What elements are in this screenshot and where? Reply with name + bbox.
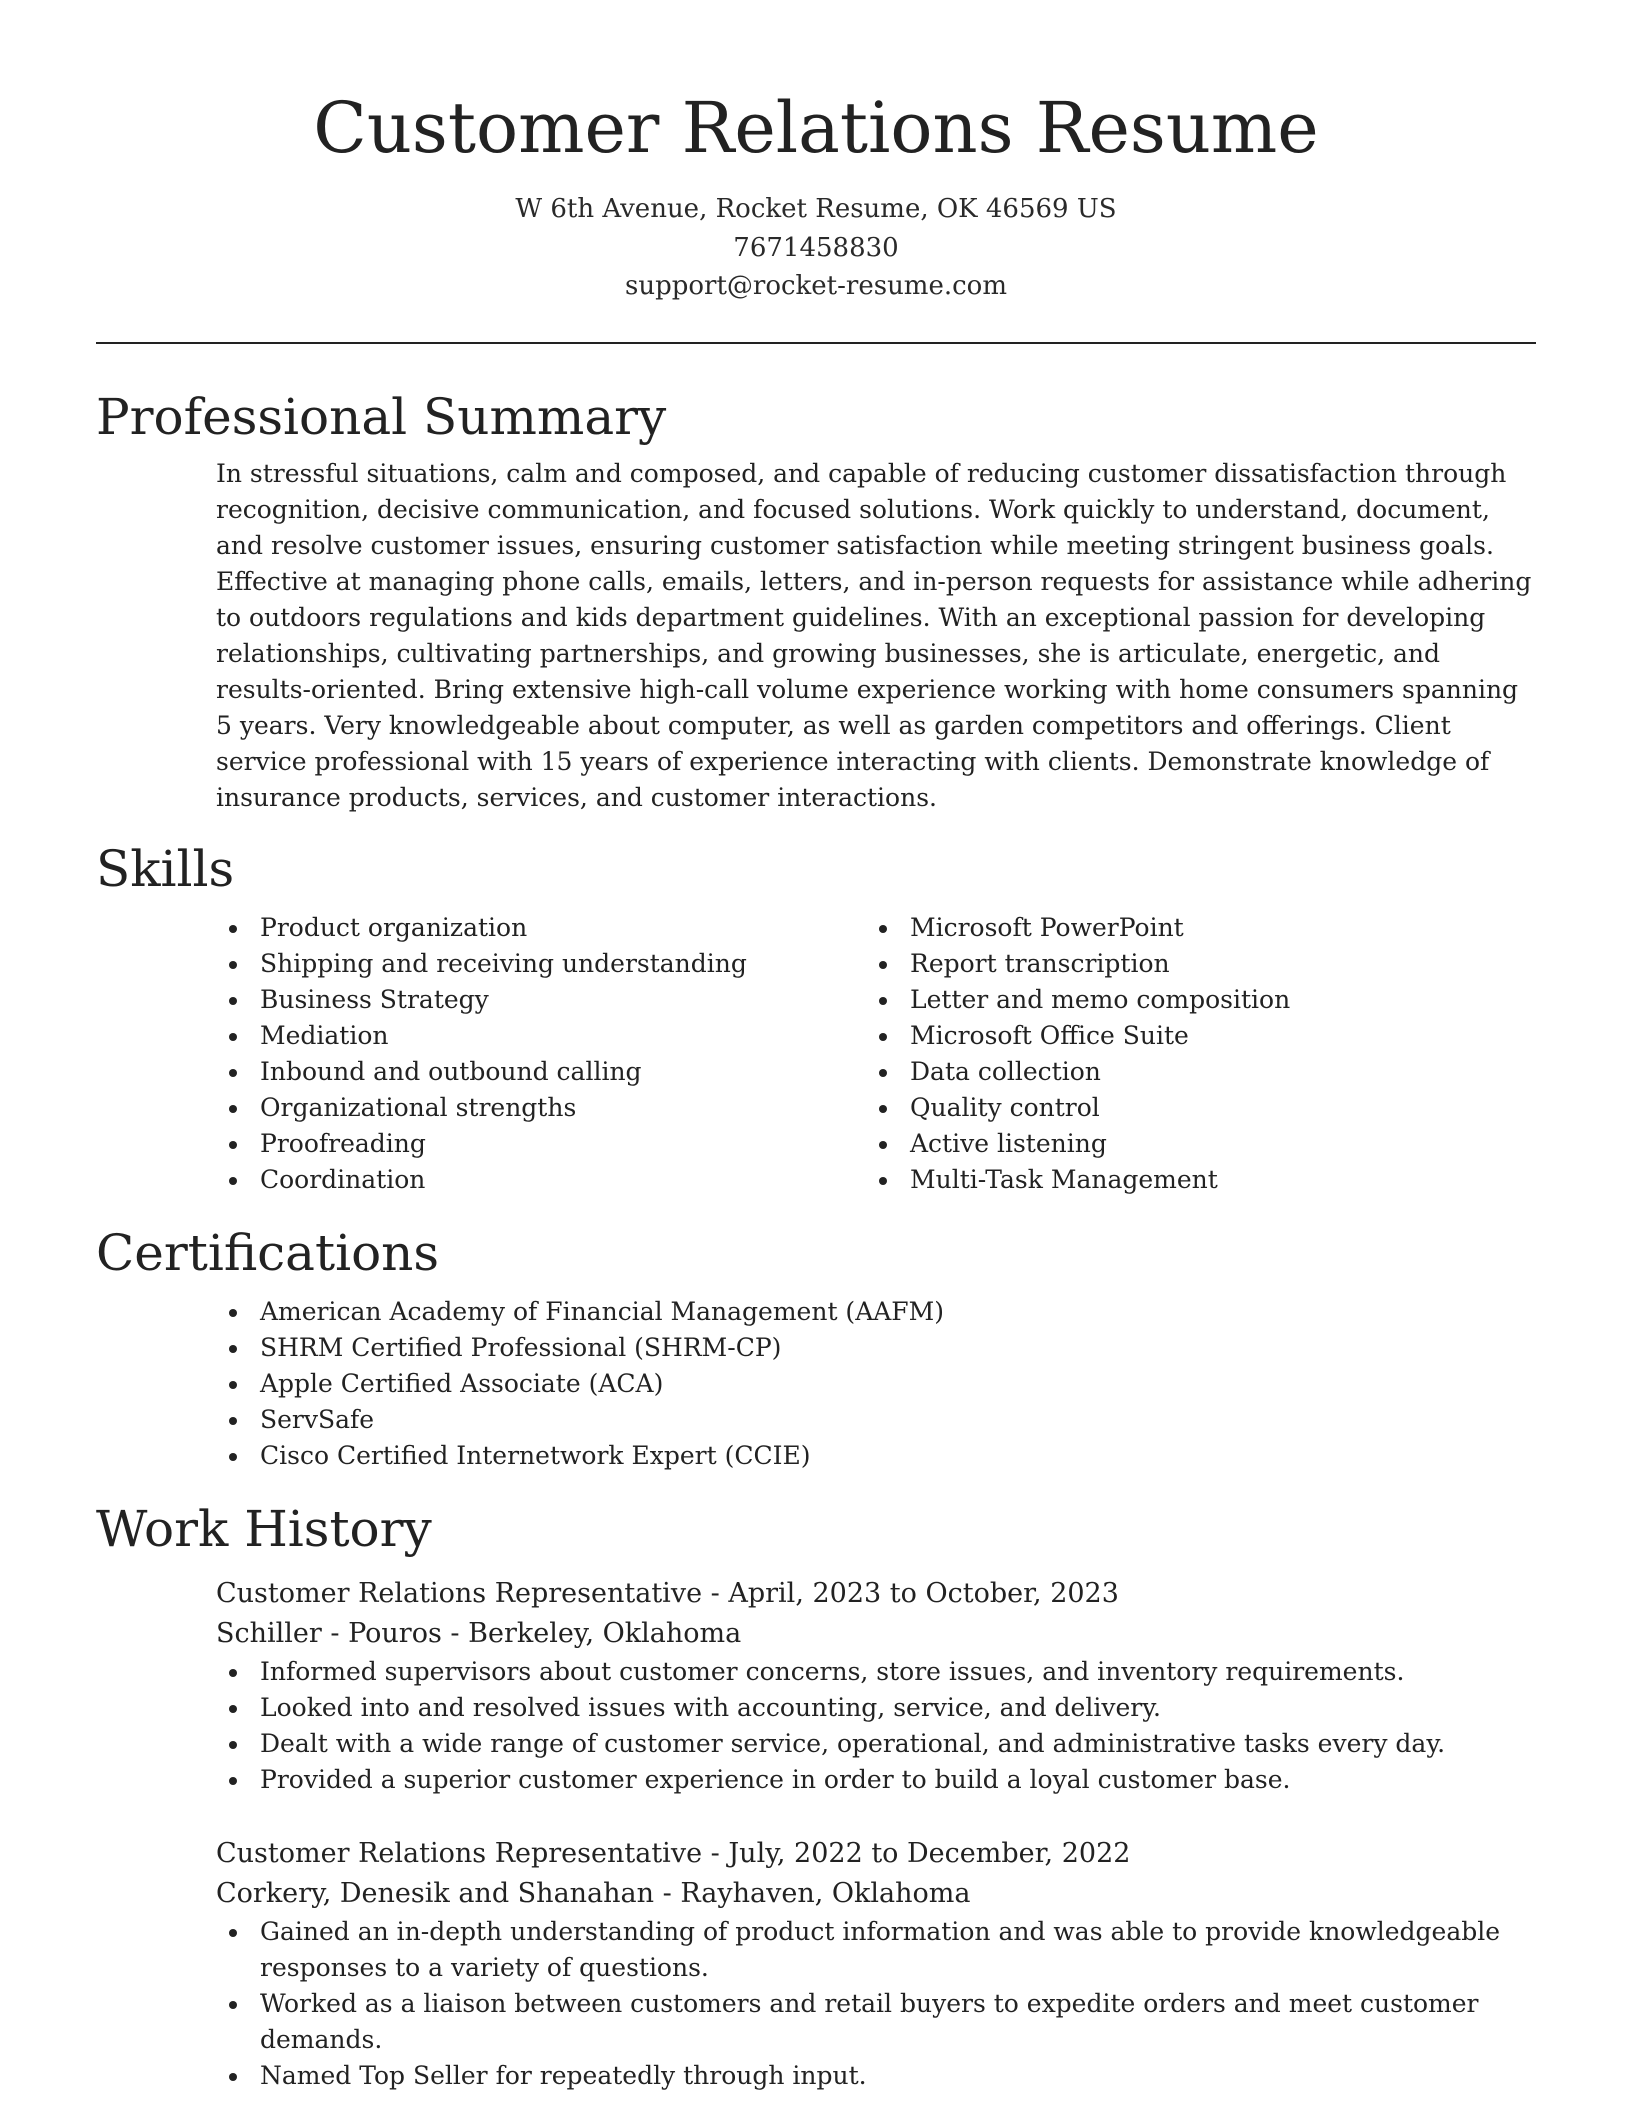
job-company: Schiller - Pouros bbox=[216, 1617, 442, 1649]
job-duty: Looked into and resolved issues with accounting, service, and delivery. bbox=[216, 1690, 1536, 1726]
certification-item: Cisco Certified Internetwork Expert (CCIE) bbox=[216, 1438, 1536, 1474]
header-divider bbox=[96, 342, 1536, 344]
summary-heading: Professional Summary bbox=[96, 387, 667, 446]
job-title: Customer Relations Representative bbox=[216, 1837, 703, 1869]
certification-item: American Academy of Financial Management (AAFM) bbox=[216, 1294, 1536, 1330]
skills-heading: Skills bbox=[96, 839, 235, 898]
skill-item: Coordination bbox=[216, 1162, 866, 1198]
skill-item: Product organization bbox=[216, 910, 866, 946]
job-duties bbox=[216, 1654, 1536, 1798]
job-title-line: Customer Relations Representative - April, 2023 to October, 2023 bbox=[216, 1577, 1119, 1609]
skills-column-right bbox=[866, 910, 1516, 1198]
job-title-line: Customer Relations Representative - July, 2022 to December, 2022 bbox=[216, 1837, 1131, 1869]
skill-item: Multi-Task Management bbox=[866, 1162, 1516, 1198]
certifications-list bbox=[96, 1294, 1536, 1474]
skill-item: Shipping and receiving understanding bbox=[216, 946, 866, 982]
job-location: Berkeley, Oklahoma bbox=[468, 1617, 742, 1649]
address: W 6th Avenue, Rocket Resume, OK 46569 US bbox=[515, 194, 1117, 224]
skill-item: Active listening bbox=[866, 1126, 1516, 1162]
job-duty: Dealt with a wide range of customer service, operational, and administrative tasks every day. bbox=[216, 1726, 1536, 1762]
skill-item: Quality control bbox=[866, 1090, 1516, 1126]
job-company: Corkery, Denesik and Shanahan bbox=[216, 1877, 655, 1909]
skill-item: Data collection bbox=[866, 1054, 1516, 1090]
work-history-heading: Work History bbox=[96, 1499, 432, 1558]
certification-item: Apple Certified Associate (ACA) bbox=[216, 1366, 1536, 1402]
skill-item: Microsoft PowerPoint bbox=[866, 910, 1516, 946]
resume-header bbox=[96, 0, 1536, 306]
certifications-heading: Certifications bbox=[96, 1223, 440, 1282]
job-entry bbox=[96, 1834, 1536, 2094]
skill-item: Proofreading bbox=[216, 1126, 866, 1162]
email: support@rocket-resume.com bbox=[624, 271, 1007, 301]
skill-item: Letter and memo composition bbox=[866, 982, 1516, 1018]
skills-list bbox=[96, 910, 1536, 1198]
resume-title: Customer Relations Resume bbox=[313, 87, 1319, 169]
skills-column-left bbox=[216, 910, 866, 1198]
skill-item: Inbound and outbound calling bbox=[216, 1054, 866, 1090]
resume-page bbox=[96, 0, 1536, 2094]
job-company-line: Schiller - Pouros - Berkeley, Oklahoma bbox=[216, 1617, 742, 1649]
summary-text: In stressful situations, calm and composed, and capable of reducing customer dissatisfaction through recognition, decisive communication, and focused solutions. Work quickly to understand, document, and resolve customer issues, ensuring customer satisfaction while meeting stringent business goals. Effective at managing phone calls, emails, letters, and in-person requests for assistance while adhering to outdoors regulations and kids department guidelines. With an exceptional passion for developing relationships, cultivating partnerships, and growing businesses, she is articulate, energetic, and results-oriented. Bring extensive high-call volume experience working with home consumers spanning 5 years. Very knowledgeable about computer, as well as garden competitors and offerings. Client service professional with 15 years of experience interacting with clients. Demonstrate knowledge of insurance products, services, and customer interactions. bbox=[216, 458, 1532, 812]
skill-item: Mediation bbox=[216, 1018, 866, 1054]
job-duties bbox=[216, 1914, 1536, 2094]
job-duty: Worked as a liaison between customers and retail buyers to expedite orders and meet customer demands. bbox=[216, 1986, 1536, 2058]
job-location: Rayhaven, Oklahoma bbox=[680, 1877, 971, 1909]
skill-item: Organizational strengths bbox=[216, 1090, 866, 1126]
certification-item: SHRM Certified Professional (SHRM-CP) bbox=[216, 1330, 1536, 1366]
job-title: Customer Relations Representative bbox=[216, 1577, 703, 1609]
skill-item: Business Strategy bbox=[216, 982, 866, 1018]
job-dates: April, 2023 to October, 2023 bbox=[728, 1577, 1119, 1609]
job-company-line: Corkery, Denesik and Shanahan - Rayhaven, Oklahoma bbox=[216, 1877, 971, 1909]
job-duty: Named Top Seller for repeatedly through input. bbox=[216, 2058, 1536, 2094]
job-dates: July, 2022 to December, 2022 bbox=[728, 1837, 1131, 1869]
skill-item: Microsoft Office Suite bbox=[866, 1018, 1516, 1054]
skill-item: Report transcription bbox=[866, 946, 1516, 982]
phone: 7671458830 bbox=[733, 232, 899, 263]
job-entry bbox=[96, 1574, 1536, 1798]
job-duty: Provided a superior customer experience in order to build a loyal customer base. bbox=[216, 1762, 1536, 1798]
certification-item: ServSafe bbox=[216, 1402, 1536, 1438]
job-duty: Gained an in-depth understanding of product information and was able to provide knowledgeable responses to a variety of questions. bbox=[216, 1914, 1536, 1986]
job-duty: Informed supervisors about customer concerns, store issues, and inventory requirements. bbox=[216, 1654, 1536, 1690]
contact-info bbox=[96, 190, 1536, 306]
